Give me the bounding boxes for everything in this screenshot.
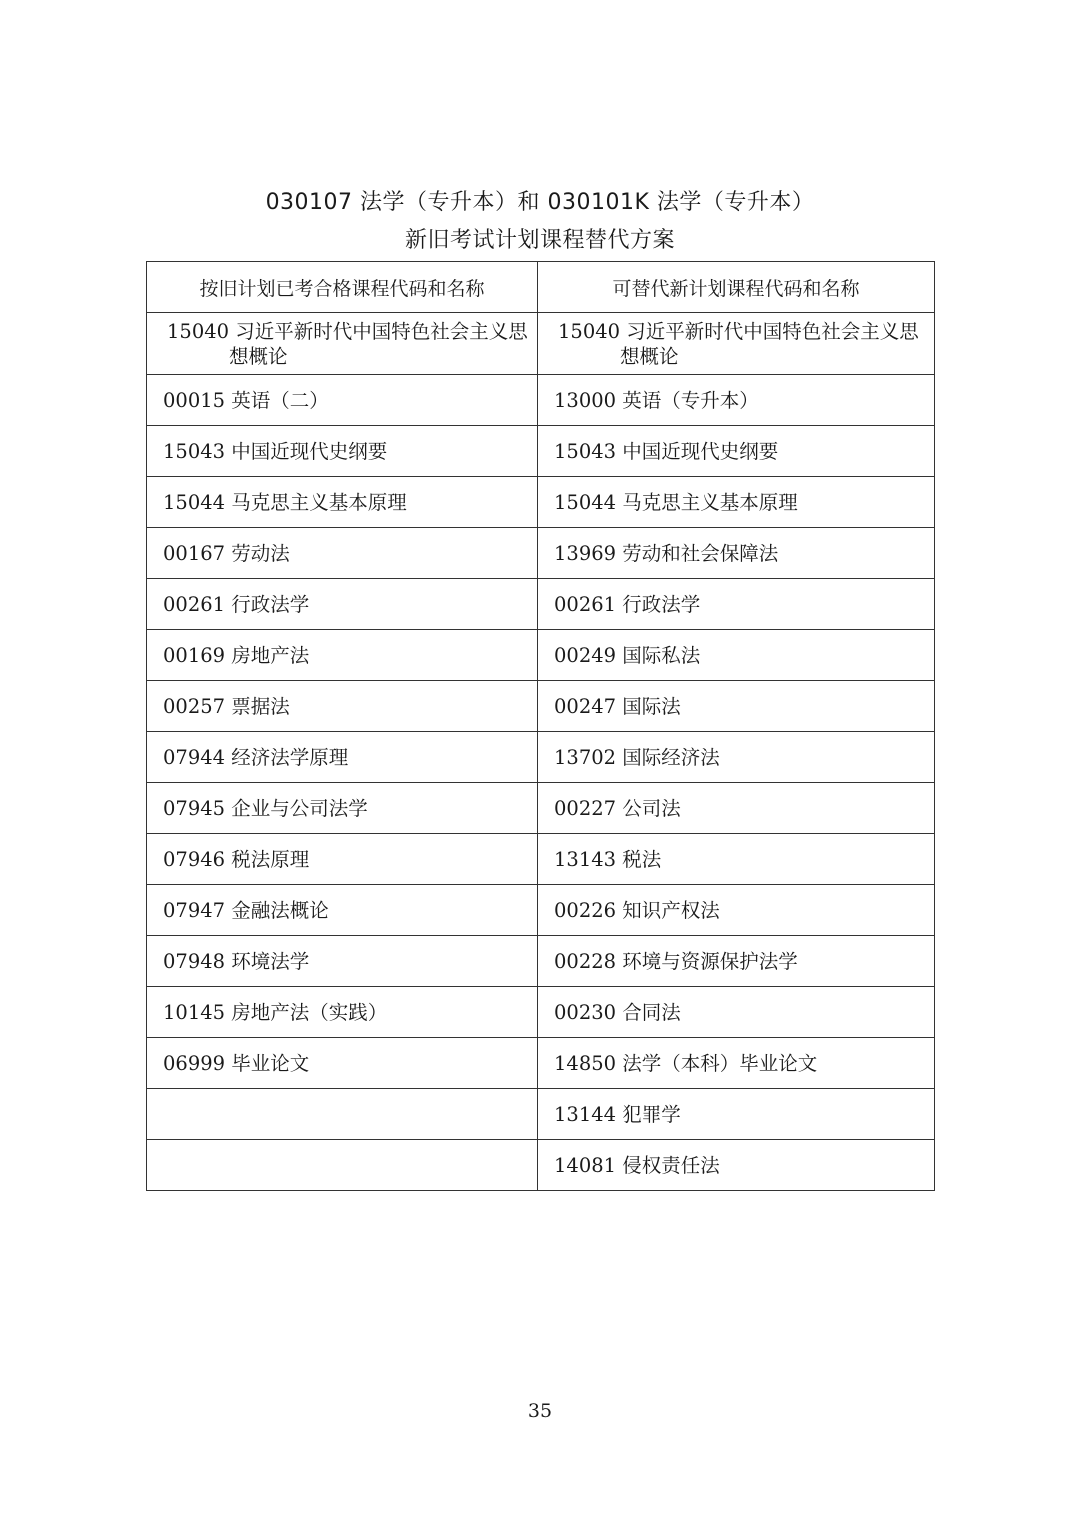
new-course-text: 15040 习近平新时代中国特色社会主义思想概论 bbox=[558, 319, 919, 368]
table-row bbox=[147, 579, 935, 630]
table-row bbox=[147, 477, 935, 528]
new-course-cell: 00247 国际法 bbox=[538, 681, 935, 732]
document-title: 030107 法学（专升本）和 030101K 法学（专升本） bbox=[265, 190, 815, 215]
table-row bbox=[147, 426, 935, 477]
old-course-cell: 10145 房地产法（实践） bbox=[147, 987, 538, 1038]
table-row bbox=[147, 528, 935, 579]
new-course-cell: 00230 合同法 bbox=[538, 987, 935, 1038]
new-course-cell: 13143 税法 bbox=[538, 834, 935, 885]
new-course-cell: 00227 公司法 bbox=[538, 783, 935, 834]
course-substitution-table bbox=[146, 261, 935, 1191]
new-course-cell: 15043 中国近现代史纲要 bbox=[538, 426, 935, 477]
old-course-cell: 00169 房地产法 bbox=[147, 630, 538, 681]
table-row bbox=[147, 936, 935, 987]
old-course-cell: 07945 企业与公司法学 bbox=[147, 783, 538, 834]
new-course-cell: 13144 犯罪学 bbox=[538, 1089, 935, 1140]
old-course-cell: 07946 税法原理 bbox=[147, 834, 538, 885]
table-row bbox=[147, 375, 935, 426]
table-row bbox=[147, 313, 935, 375]
table-row bbox=[147, 732, 935, 783]
new-course-cell: 00226 知识产权法 bbox=[538, 885, 935, 936]
new-course-cell: 00261 行政法学 bbox=[538, 579, 935, 630]
old-course-cell-empty bbox=[147, 1089, 538, 1140]
old-course-cell bbox=[147, 313, 538, 375]
old-course-text: 15040 习近平新时代中国特色社会主义思想概论 bbox=[167, 319, 528, 368]
table-row bbox=[147, 885, 935, 936]
new-course-cell bbox=[538, 313, 935, 375]
old-course-cell: 15044 马克思主义基本原理 bbox=[147, 477, 538, 528]
old-course-cell: 06999 毕业论文 bbox=[147, 1038, 538, 1089]
page-number: 35 bbox=[527, 1400, 553, 1422]
old-course-cell: 00257 票据法 bbox=[147, 681, 538, 732]
old-course-cell: 00015 英语（二） bbox=[147, 375, 538, 426]
table-row bbox=[147, 630, 935, 681]
new-course-cell: 14850 法学（本科）毕业论文 bbox=[538, 1038, 935, 1089]
table-row bbox=[147, 783, 935, 834]
new-course-cell: 00249 国际私法 bbox=[538, 630, 935, 681]
new-course-cell: 00228 环境与资源保护法学 bbox=[538, 936, 935, 987]
old-course-cell: 07948 环境法学 bbox=[147, 936, 538, 987]
table-row bbox=[147, 1038, 935, 1089]
old-course-cell: 07944 经济法学原理 bbox=[147, 732, 538, 783]
old-course-cell: 07947 金融法概论 bbox=[147, 885, 538, 936]
table-row bbox=[147, 987, 935, 1038]
table-row bbox=[147, 1140, 935, 1191]
old-course-cell-empty bbox=[147, 1140, 538, 1191]
new-course-cell: 13702 国际经济法 bbox=[538, 732, 935, 783]
table-header-row bbox=[147, 262, 935, 313]
table-row bbox=[147, 681, 935, 732]
new-course-cell: 13000 英语（专升本） bbox=[538, 375, 935, 426]
table-row bbox=[147, 1089, 935, 1140]
old-course-cell: 00167 劳动法 bbox=[147, 528, 538, 579]
new-course-cell: 15044 马克思主义基本原理 bbox=[538, 477, 935, 528]
old-course-cell: 00261 行政法学 bbox=[147, 579, 538, 630]
document-subtitle: 新旧考试计划课程替代方案 bbox=[404, 228, 675, 253]
new-course-cell: 14081 侵权责任法 bbox=[538, 1140, 935, 1191]
old-plan-column-header: 按旧计划已考合格课程代码和名称 bbox=[147, 262, 538, 313]
old-course-cell: 15043 中国近现代史纲要 bbox=[147, 426, 538, 477]
new-plan-column-header: 可替代新计划课程代码和名称 bbox=[538, 262, 935, 313]
table-row bbox=[147, 834, 935, 885]
new-course-cell: 13969 劳动和社会保障法 bbox=[538, 528, 935, 579]
